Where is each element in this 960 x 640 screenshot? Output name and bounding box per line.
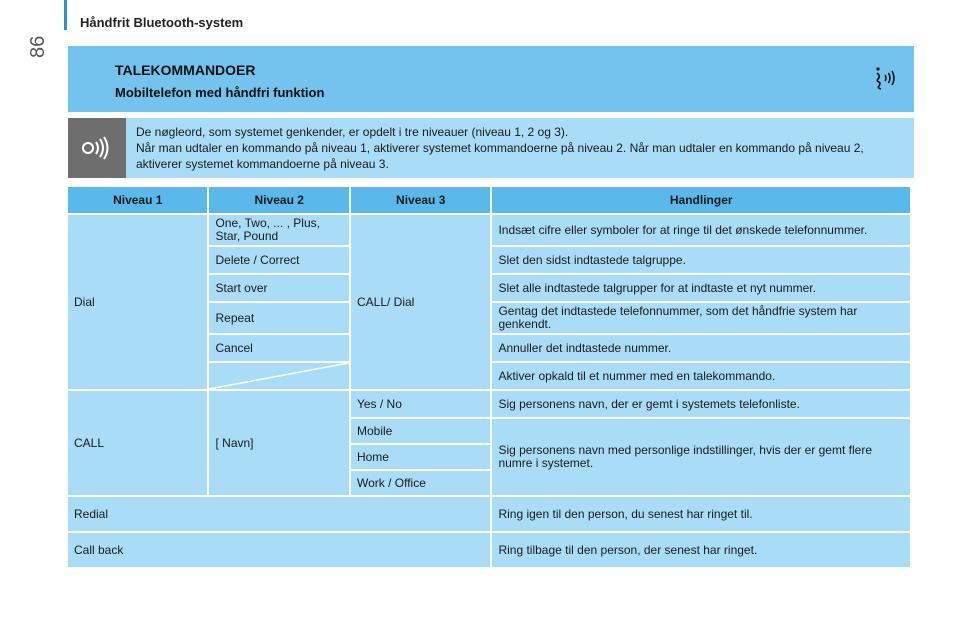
column-header-actions: Handlinger xyxy=(492,187,910,213)
call-level3-cell: Work / Office xyxy=(351,471,490,495)
call-level3-cell: Yes / No xyxy=(351,391,490,417)
page-number: 86 xyxy=(27,35,49,58)
table-row xyxy=(68,497,910,531)
dial-action-cell: Gentag det indtastede telefonnummer, som det håndfrie system har genkendt. xyxy=(492,303,910,333)
redial-action-cell: Ring igen til den person, du senest har ringet til. xyxy=(492,497,910,531)
dial-level2-cell: One, Two, ... , Plus, Star, Pound xyxy=(209,215,348,245)
dial-level1-cell: Dial xyxy=(68,215,207,389)
intro-line-1: De nøgleord, som systemet genkender, er opdelt i tre niveauer (niveau 1, 2 og 3). xyxy=(136,125,569,139)
header-title: TALEKOMMANDOER xyxy=(115,62,256,78)
column-header-level2: Niveau 2 xyxy=(209,187,348,213)
callback-action-cell: Ring tilbage til den person, der senest har ringet. xyxy=(492,533,910,567)
dial-level2-cell: Delete / Correct xyxy=(209,247,348,273)
dial-action-cell: Annuller det indtastede nummer. xyxy=(492,335,910,361)
call-level3-cell: Mobile xyxy=(351,419,490,443)
table-row xyxy=(68,215,910,245)
voice-commands-table xyxy=(66,185,912,569)
dial-level2-cell: Repeat xyxy=(209,303,348,333)
call-shared-action-cell: Sig personens navn med personlige indstillinger, hvis der er gemt flere numre i systemet. xyxy=(492,419,910,495)
dial-level2-cell: Cancel xyxy=(209,335,348,361)
table-row xyxy=(68,391,910,417)
column-header-level3: Niveau 3 xyxy=(351,187,490,213)
dial-level2-cell: Start over xyxy=(209,275,348,301)
dial-action-cell: Slet den sidst indtastede talgruppe. xyxy=(492,247,910,273)
header-banner xyxy=(68,46,914,112)
voice-command-icon xyxy=(872,64,900,92)
dial-action-cell: Indsæt cifre eller symboler for at ringe til det ønskede telefonnummer. xyxy=(492,215,910,245)
intro-line-2: Når man udtaler en kommando på niveau 1, aktiverer systemet kommandoerne på niveau 2. Når man udtaler en kommando på niveau 2, aktiverer systemet kommandoerne på niveau 3. xyxy=(136,141,864,171)
dial-level3-cell: CALL/ Dial xyxy=(351,215,490,389)
intro-text xyxy=(136,124,906,172)
dial-action-cell: Aktiver opkald til et nummer med en talekommando. xyxy=(492,363,910,389)
table-row xyxy=(68,533,910,567)
call-level2-cell: [ Navn] xyxy=(209,391,348,495)
callback-command-cell: Call back xyxy=(68,533,490,567)
empty-diagonal-cell xyxy=(209,363,348,389)
header-subtitle: Mobiltelefon med håndfri funktion xyxy=(115,85,325,100)
column-header-level1: Niveau 1 xyxy=(68,187,207,213)
dial-action-cell: Slet alle indtastede talgrupper for at indtaste et nyt nummer. xyxy=(492,275,910,301)
call-level1-cell: CALL xyxy=(68,391,207,495)
call-level3-cell: Home xyxy=(351,445,490,469)
intro-icon-box xyxy=(68,118,126,178)
call-action-cell: Sig personens navn, der er gemt i systemets telefonliste. xyxy=(492,391,910,417)
section-marker-bar xyxy=(64,0,67,30)
speaker-waves-icon xyxy=(82,136,112,160)
intro-box xyxy=(68,118,914,178)
redial-command-cell: Redial xyxy=(68,497,490,531)
section-title: Håndfrit Bluetooth-system xyxy=(80,15,244,30)
table-header-row xyxy=(68,187,910,213)
